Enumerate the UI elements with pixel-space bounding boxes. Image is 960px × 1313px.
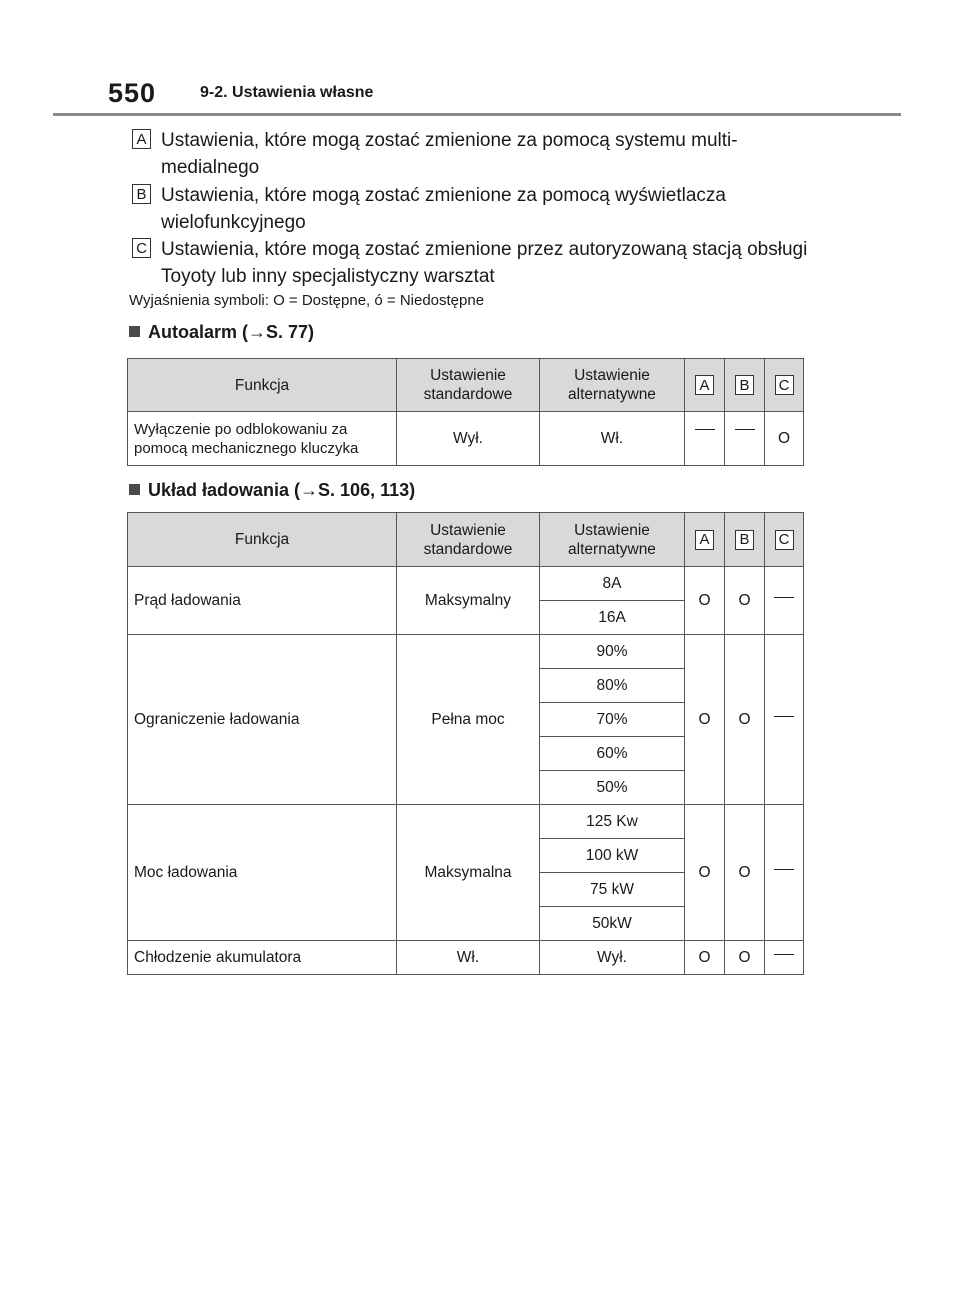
c-cell: O bbox=[765, 412, 804, 466]
option-cell: 125 Kw bbox=[540, 805, 685, 839]
function-cell: Moc ładowania bbox=[128, 805, 397, 941]
option-cell: 60% bbox=[540, 737, 685, 771]
option-cell: 8A bbox=[540, 567, 685, 601]
function-cell: Wyłączenie po odblokowaniu za pomocą mechanicznego kluczyka bbox=[128, 412, 397, 466]
default-cell: Pełna moc bbox=[397, 635, 540, 805]
legend-text-a: Ustawienia, które mogą zostać zmienione za pomocą systemu multi-medialnego bbox=[161, 130, 738, 178]
col-b: B bbox=[725, 359, 765, 412]
function-cell: Chłodzenie akumulatora bbox=[128, 941, 397, 975]
c-cell bbox=[765, 805, 804, 941]
autoalarm-heading-text: Autoalarm (→S. 77) bbox=[148, 322, 315, 342]
col-default: Ustawienie standardowe bbox=[397, 359, 540, 412]
option-cell: 50% bbox=[540, 771, 685, 805]
bullet-square-icon bbox=[129, 484, 140, 495]
b-cell: O bbox=[725, 941, 765, 975]
col-c: C bbox=[765, 359, 804, 412]
col-alternative: Ustawienie alternatywne bbox=[540, 513, 685, 567]
col-default: Ustawienie standardowe bbox=[397, 513, 540, 567]
option-cell: 75 kW bbox=[540, 873, 685, 907]
table-row bbox=[128, 805, 804, 839]
header-divider bbox=[53, 113, 901, 116]
default-cell: Wł. bbox=[397, 941, 540, 975]
unavailable-dash bbox=[695, 429, 715, 430]
option-cell: 90% bbox=[540, 635, 685, 669]
a-cell: O bbox=[685, 635, 725, 805]
table-header-row bbox=[128, 513, 804, 567]
table-row bbox=[128, 412, 804, 466]
table-row bbox=[128, 567, 804, 601]
table-header-row bbox=[128, 359, 804, 412]
unavailable-dash bbox=[774, 716, 794, 717]
bullet-square-icon bbox=[129, 326, 140, 337]
b-cell: O bbox=[725, 805, 765, 941]
legend-text-b: Ustawienia, które mogą zostać zmienione za pomocą wyświetlacza wielofunkcyjnego bbox=[161, 185, 726, 233]
b-cell bbox=[725, 412, 765, 466]
option-cell: 70% bbox=[540, 703, 685, 737]
default-cell: Maksymalny bbox=[397, 567, 540, 635]
a-cell: O bbox=[685, 941, 725, 975]
col-c: C bbox=[765, 513, 804, 567]
col-alternative: Ustawienie alternatywne bbox=[540, 359, 685, 412]
table-row bbox=[128, 941, 804, 975]
a-cell bbox=[685, 412, 725, 466]
option-cell: 16A bbox=[540, 601, 685, 635]
b-cell: O bbox=[725, 567, 765, 635]
autoalarm-heading bbox=[129, 322, 314, 343]
badge-c: C bbox=[132, 238, 151, 258]
c-cell bbox=[765, 635, 804, 805]
default-cell: Wył. bbox=[397, 412, 540, 466]
legend-text-c: Ustawienia, które mogą zostać zmienione przez autoryzowaną stacją obsługi Toyoty lub inny specjalistyczny warsztat bbox=[161, 239, 808, 287]
option-cell: 100 kW bbox=[540, 839, 685, 873]
section-title: 9-2. Ustawienia własne bbox=[200, 84, 374, 101]
option-cell: 80% bbox=[540, 669, 685, 703]
unavailable-dash bbox=[735, 429, 755, 430]
charging-table bbox=[127, 512, 804, 975]
unavailable-dash bbox=[774, 869, 794, 870]
col-a: A bbox=[685, 513, 725, 567]
alternative-cell: Wył. bbox=[540, 941, 685, 975]
charging-heading bbox=[129, 480, 415, 501]
function-cell: Prąd ładowania bbox=[128, 567, 397, 635]
col-function: Funkcja bbox=[128, 513, 397, 567]
a-cell: O bbox=[685, 567, 725, 635]
table-row bbox=[128, 635, 804, 669]
unavailable-dash bbox=[774, 954, 794, 955]
charging-heading-text: Układ ładowania (→S. 106, 113) bbox=[148, 480, 416, 500]
alternative-cell: Wł. bbox=[540, 412, 685, 466]
symbol-note: Wyjaśnienia symboli: O = Dostępne, ó = Niedostępne bbox=[129, 292, 485, 309]
col-function: Funkcja bbox=[128, 359, 397, 412]
unavailable-dash bbox=[774, 597, 794, 598]
col-b: B bbox=[725, 513, 765, 567]
default-cell: Maksymalna bbox=[397, 805, 540, 941]
page-header bbox=[108, 78, 908, 112]
function-cell: Ograniczenie ładowania bbox=[128, 635, 397, 805]
c-cell bbox=[765, 567, 804, 635]
a-cell: O bbox=[685, 805, 725, 941]
page-number: 550 bbox=[108, 78, 157, 108]
c-cell bbox=[765, 941, 804, 975]
b-cell: O bbox=[725, 635, 765, 805]
col-a: A bbox=[685, 359, 725, 412]
option-cell: 50kW bbox=[540, 907, 685, 941]
autoalarm-table bbox=[127, 358, 804, 466]
badge-a: A bbox=[132, 129, 151, 149]
badge-b: B bbox=[132, 184, 151, 204]
